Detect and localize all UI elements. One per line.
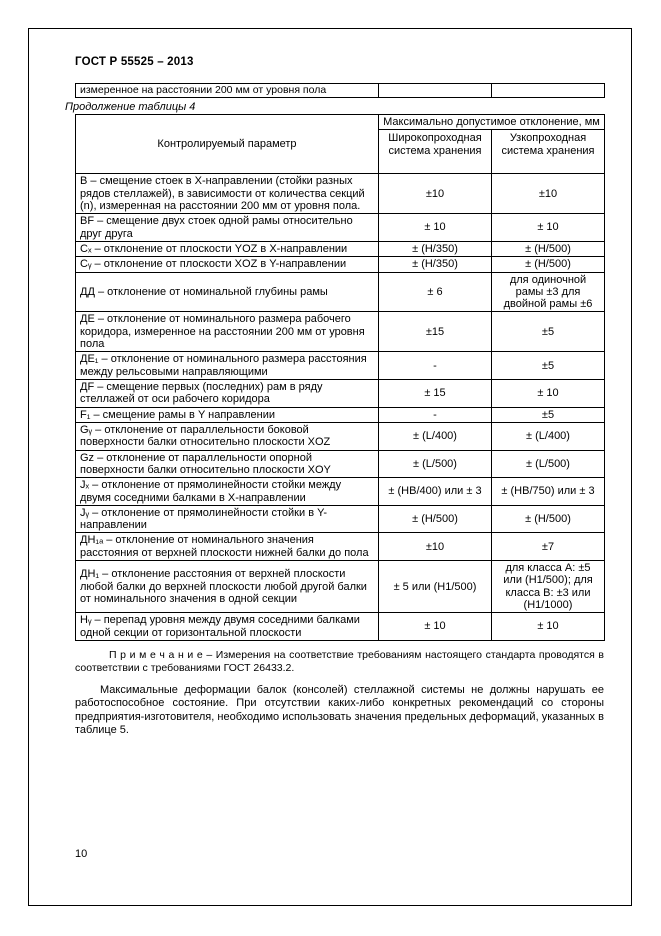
wide-value-cell: ± (Н/500) — [379, 505, 492, 533]
param-cell: ДД – отклонение от номинальной глубины рамы — [76, 272, 379, 312]
narrow-value-cell: для класса А: ±5 или (Н1/500); для класса В: ±3 или (Н1/1000) — [492, 561, 605, 613]
wide-value-cell: - — [379, 407, 492, 422]
wide-value-cell: - — [379, 352, 492, 380]
wide-value-cell: ± (НВ/400) или ± 3 — [379, 478, 492, 506]
page-number: 10 — [75, 848, 88, 860]
wide-value-cell: ± 5 или (Н1/500) — [379, 561, 492, 613]
table-continuation-caption: Продолжение таблицы 4 — [65, 101, 196, 113]
wide-value-cell: ±15 — [379, 312, 492, 352]
wide-value-cell: ± (L/400) — [379, 422, 492, 450]
table-row — [76, 533, 605, 561]
table-row — [76, 257, 605, 272]
param-cell: Jₓ – отклонение от прямолинейности стойки между двумя соседними балками в Х-направлении — [76, 478, 379, 506]
param-cell: ДЕ – отклонение от номинального размера рабочего коридора, измеренное на расстоянии 200 мм от уровня пола — [76, 312, 379, 352]
table-row — [76, 450, 605, 478]
narrow-value-cell: для одиночной рамы ±3 для двойной рамы ±6 — [492, 272, 605, 312]
header-wide-system-cell: Широкопроходная система хранения — [379, 130, 492, 174]
narrow-value-cell: ± (Н/500) — [492, 257, 605, 272]
wide-value-cell: ±10 — [379, 174, 492, 214]
narrow-value-cell: ±10 — [492, 174, 605, 214]
wide-value-cell: ± 10 — [379, 214, 492, 242]
narrow-value-cell: ± (Н/500) — [492, 505, 605, 533]
table-row — [76, 505, 605, 533]
table-row — [76, 241, 605, 256]
table4-continuation — [75, 114, 605, 641]
carryover-wide-cell — [379, 84, 492, 98]
wide-value-cell: ±10 — [379, 533, 492, 561]
narrow-value-cell: ± (Н/500) — [492, 241, 605, 256]
table-row — [76, 84, 605, 98]
table-row — [76, 407, 605, 422]
param-cell: Сᵧ – отклонение от плоскости ХOZ в Y-направлении — [76, 257, 379, 272]
param-cell: F₁ – смещение рамы в Y направлении — [76, 407, 379, 422]
narrow-value-cell: ± (НВ/750) или ± 3 — [492, 478, 605, 506]
table-row — [76, 312, 605, 352]
param-cell: ДН₁ – отклонение расстояния от верхней плоскости любой балки до верхней плоскости любой другой балки от номинального значения в одной секции — [76, 561, 379, 613]
carryover-param-cell: измеренное на расстоянии 200 мм от уровня пола — [76, 84, 379, 98]
table-row — [76, 272, 605, 312]
note-paragraph: П р и м е ч а н и е – Измерения на соответствие требованиям настоящего стандарта проводятся в соответствии с требованиями ГОСТ 26433.2. — [75, 648, 604, 674]
wide-value-cell: ± 10 — [379, 613, 492, 641]
page-content — [65, 56, 604, 737]
param-cell: ВF – смещение двух стоек одной рамы относительно друг друга — [76, 214, 379, 242]
narrow-value-cell: ±5 — [492, 352, 605, 380]
carryover-narrow-cell — [492, 84, 605, 98]
param-cell: Сₓ – отклонение от плоскости YOZ в Х-направлении — [76, 241, 379, 256]
table-header-row — [76, 115, 605, 130]
narrow-value-cell: ±7 — [492, 533, 605, 561]
table4-carryover-row — [75, 83, 605, 98]
narrow-value-cell: ±5 — [492, 407, 605, 422]
table-row — [76, 478, 605, 506]
wide-value-cell: ± (Н/350) — [379, 241, 492, 256]
narrow-value-cell: ± (L/500) — [492, 450, 605, 478]
wide-value-cell: ± (Н/350) — [379, 257, 492, 272]
param-cell: Gᵧ – отклонение от параллельности боковой поверхности балки относительно плоскости ХOZ — [76, 422, 379, 450]
param-cell: Gz – отклонение от параллельности опорной поверхности балки относительно плоскости ХOY — [76, 450, 379, 478]
wide-value-cell: ± (L/500) — [379, 450, 492, 478]
param-cell: Нᵧ – перепад уровня между двумя соседними балками одной секции от горизонтальной плоскости — [76, 613, 379, 641]
header-deviation-cell: Максимально допустимое отклонение, мм — [379, 115, 605, 130]
param-cell: ДF – смещение первых (последних) рам в ряду стеллажей от оси рабочего коридора — [76, 380, 379, 408]
document-title: ГОСТ Р 55525 – 2013 — [75, 56, 194, 68]
table-row — [76, 352, 605, 380]
narrow-value-cell: ±5 — [492, 312, 605, 352]
table-row — [76, 422, 605, 450]
table-row — [76, 561, 605, 613]
wide-value-cell: ± 15 — [379, 380, 492, 408]
param-cell: ДН₁ₐ – отклонение от номинального значения расстояния от верхней плоскости нижней балки до пола — [76, 533, 379, 561]
header-narrow-system-cell: Узкопроходная система хранения — [492, 130, 605, 174]
param-cell: Jᵧ – отклонение от прямолинейности стойки в Y-направлении — [76, 505, 379, 533]
wide-value-cell: ± 6 — [379, 272, 492, 312]
table-row — [76, 174, 605, 214]
narrow-value-cell: ± 10 — [492, 380, 605, 408]
header-param-cell: Контролируемый параметр — [76, 115, 379, 174]
narrow-value-cell: ± (L/400) — [492, 422, 605, 450]
table-row — [76, 214, 605, 242]
table-row — [76, 613, 605, 641]
narrow-value-cell: ± 10 — [492, 613, 605, 641]
param-cell: ДЕ₁ – отклонение от номинального размера расстояния между рельсовыми направляющими — [76, 352, 379, 380]
param-cell: В – смещение стоек в Х-направлении (стойки разных рядов стеллажей), в зависимости от количества секций (n), измеренная на расстоянии 200 мм от уровня пола. — [76, 174, 379, 214]
table-row — [76, 380, 605, 408]
narrow-value-cell: ± 10 — [492, 214, 605, 242]
body-paragraph: Максимальные деформации балок (консолей) стеллажной системы не должны нарушать ее работоспособное состояние. При отсутствии каких-либо конкретных рекомендаций со стороны предприятия-изготовителя, необходимо использовать значения предельных деформаций, указанных в таблице 5. — [75, 684, 604, 736]
